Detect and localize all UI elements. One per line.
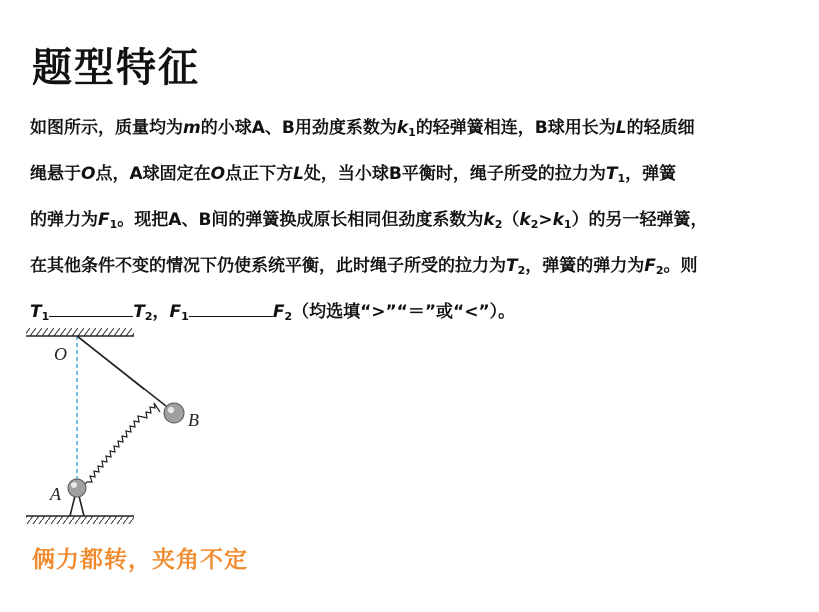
subscript: 2 xyxy=(144,310,153,323)
label-a: A xyxy=(50,484,61,504)
var-F2 xyxy=(644,256,663,276)
var-letter: F xyxy=(644,256,656,276)
problem-line-4 xyxy=(30,248,815,294)
var-letter: k xyxy=(483,210,495,230)
label-b: B xyxy=(188,410,199,430)
ball-b-group xyxy=(140,390,210,440)
physics-figure xyxy=(24,320,144,535)
text: 的轻弹簧相连，B球用长为 xyxy=(415,118,616,138)
var-T2 xyxy=(506,256,525,276)
var-L: L xyxy=(293,164,304,184)
subscript: 1 xyxy=(181,310,189,323)
var-F1 xyxy=(170,302,189,322)
text: ， xyxy=(152,302,170,322)
var-m: m xyxy=(183,118,201,138)
subscript: 1 xyxy=(563,218,572,231)
var-letter: F xyxy=(272,302,285,322)
problem-line-3 xyxy=(30,202,815,248)
subscript: 1 xyxy=(617,172,626,185)
text: 。现把A、B间的弹簧换成原长相同但劲度系数为 xyxy=(117,210,484,230)
ball-b xyxy=(164,403,184,423)
text: ，弹簧的弹力为 xyxy=(525,256,645,276)
text: 在其他条件不变的情况下仍使系统平衡，此时绳子所受的拉力为 xyxy=(30,256,506,276)
text: 绳悬于 xyxy=(30,164,81,184)
var-T1 xyxy=(30,302,49,322)
text: ）的另一轻弹簧， xyxy=(571,210,708,230)
ball-a xyxy=(68,479,86,497)
var-k1 xyxy=(553,210,572,230)
var-letter: T xyxy=(30,302,42,322)
subscript: 1 xyxy=(408,126,416,139)
ball-a-highlight xyxy=(71,482,77,488)
subscript: 2 xyxy=(517,264,526,277)
var-k2 xyxy=(483,210,502,230)
text: 如图所示，质量均为 xyxy=(30,118,183,138)
var-T2 xyxy=(133,302,152,322)
var-letter: k xyxy=(552,210,564,230)
var-letter: F xyxy=(169,302,182,322)
subscript: 2 xyxy=(494,218,503,231)
var-T1 xyxy=(606,164,625,184)
var-F2 xyxy=(273,302,292,322)
text: 的弹力为 xyxy=(30,210,98,230)
var-letter: T xyxy=(605,164,618,184)
var-L: L xyxy=(615,118,627,138)
problem-line-2 xyxy=(30,156,815,202)
var-k2 xyxy=(519,210,538,230)
ceiling-hatch xyxy=(26,328,134,336)
text: 点，A球固定在 xyxy=(95,164,211,184)
subscript: 2 xyxy=(284,310,293,323)
spring xyxy=(83,416,143,486)
string xyxy=(77,336,144,409)
subscript: 2 xyxy=(655,264,664,277)
page-title: 题型特征 xyxy=(32,45,200,91)
spring-pendulum-diagram xyxy=(24,320,144,535)
var-k1 xyxy=(397,118,416,138)
var-F1 xyxy=(98,210,117,230)
text: > xyxy=(538,210,553,230)
text: 处，当小球B平衡时，绳子所受的拉力为 xyxy=(303,164,606,184)
var-letter: T xyxy=(133,302,145,322)
text: 的小球A、B用劲度系数为 xyxy=(200,118,397,138)
problem-line-5 xyxy=(30,294,815,340)
problem-statement xyxy=(30,110,815,340)
caption: 俩力都转，夹角不定 xyxy=(32,547,248,573)
subscript: 1 xyxy=(41,310,50,323)
subscript: 1 xyxy=(109,218,118,231)
text: （均选填“>”“＝”或“<”）。 xyxy=(292,302,516,322)
text: （ xyxy=(502,210,520,230)
ball-b-highlight xyxy=(168,407,174,413)
var-letter: T xyxy=(506,256,518,276)
problem-line-1 xyxy=(30,110,815,156)
floor-hatch xyxy=(26,516,134,524)
text: 点正下方 xyxy=(225,164,294,184)
answer-blank-2[interactable] xyxy=(189,302,273,317)
text: 的轻质细 xyxy=(626,118,695,138)
answer-blank-1[interactable] xyxy=(49,302,133,317)
var-letter: k xyxy=(519,210,531,230)
var-letter: k xyxy=(396,118,409,138)
var-O: O xyxy=(210,164,226,184)
var-O: O xyxy=(81,164,96,184)
text: ，弹簧 xyxy=(625,164,677,184)
label-o: O xyxy=(54,344,67,364)
text: 。则 xyxy=(663,256,698,276)
var-letter: F xyxy=(98,210,110,230)
subscript: 2 xyxy=(530,218,539,231)
